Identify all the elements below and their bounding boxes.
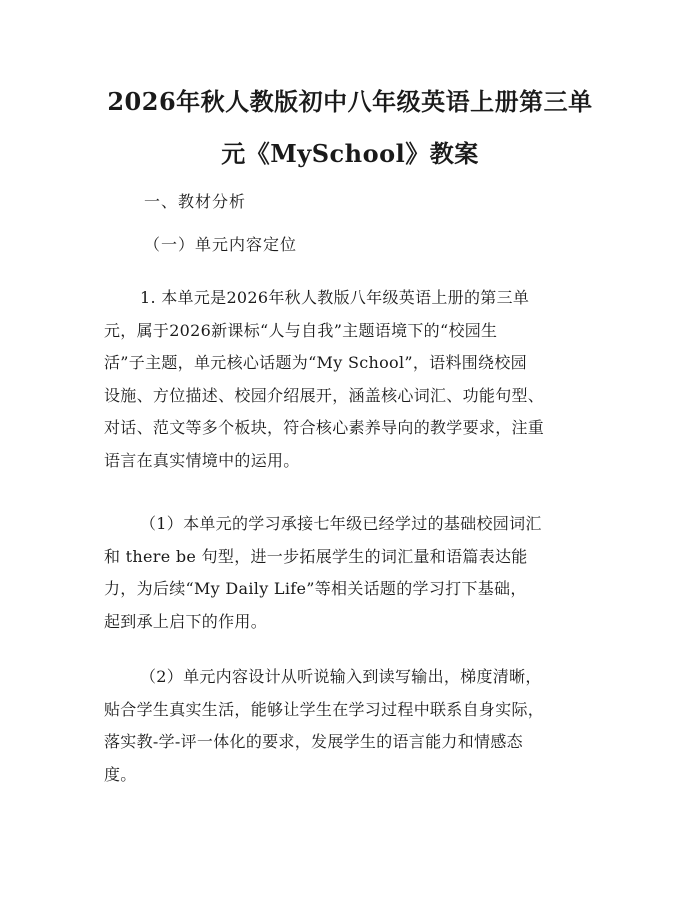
section-heading: 一、教材分析 (144, 192, 247, 211)
paragraph-line: 落实教-学-评一体化的要求，发展学生的语言能力和情感态 (104, 732, 523, 751)
paragraph-line: 和 there be 句型，进一步拓展学生的词汇量和语篇表达能 (104, 546, 528, 566)
subsection-heading: （一）单元内容定位 (144, 235, 298, 254)
paragraph-3 (104, 661, 604, 791)
paragraph-line: 1. 本单元是2026年秋人教版八年级英语上册的第三单 (140, 288, 530, 307)
paragraph-line: （2）单元内容设计从听说输入到读写输出，梯度清晰， (140, 667, 542, 686)
paragraph-2 (104, 508, 604, 638)
paragraph-line: 语言在真实情境中的运用。 (104, 450, 300, 470)
paragraph-line: 力，为后续“My Daily Life”等相关话题的学习打下基础， (104, 579, 527, 598)
document-title-line-2: 元《MySchool》教案 (221, 139, 479, 168)
document-title-line-1: 2026年秋人教版初中八年级英语上册第三单 (107, 87, 593, 116)
paragraph-line: 元，属于2026新课标“人与自我”主题语境下的“校园生 (104, 320, 498, 340)
paragraph-line: 对话、范文等多个板块，符合核心素养导向的教学要求，注重 (104, 418, 545, 437)
paragraph-line: 贴合学生真实生活，能够让学生在学习过程中联系自身实际， (104, 699, 545, 719)
paragraph-line: 活”子主题，单元核心话题为“My School”，语料围绕校园 (104, 353, 527, 372)
paragraph-line: 起到承上启下的作用。 (104, 611, 268, 631)
paragraph-line: 度。 (104, 764, 137, 784)
paragraph-line: （1）本单元的学习承接七年级已经学过的基础校园词汇 (140, 514, 542, 533)
paragraph-1 (104, 282, 604, 477)
paragraph-line: 设施、方位描述、校园介绍展开，涵盖核心词汇、功能句型、 (104, 385, 545, 405)
